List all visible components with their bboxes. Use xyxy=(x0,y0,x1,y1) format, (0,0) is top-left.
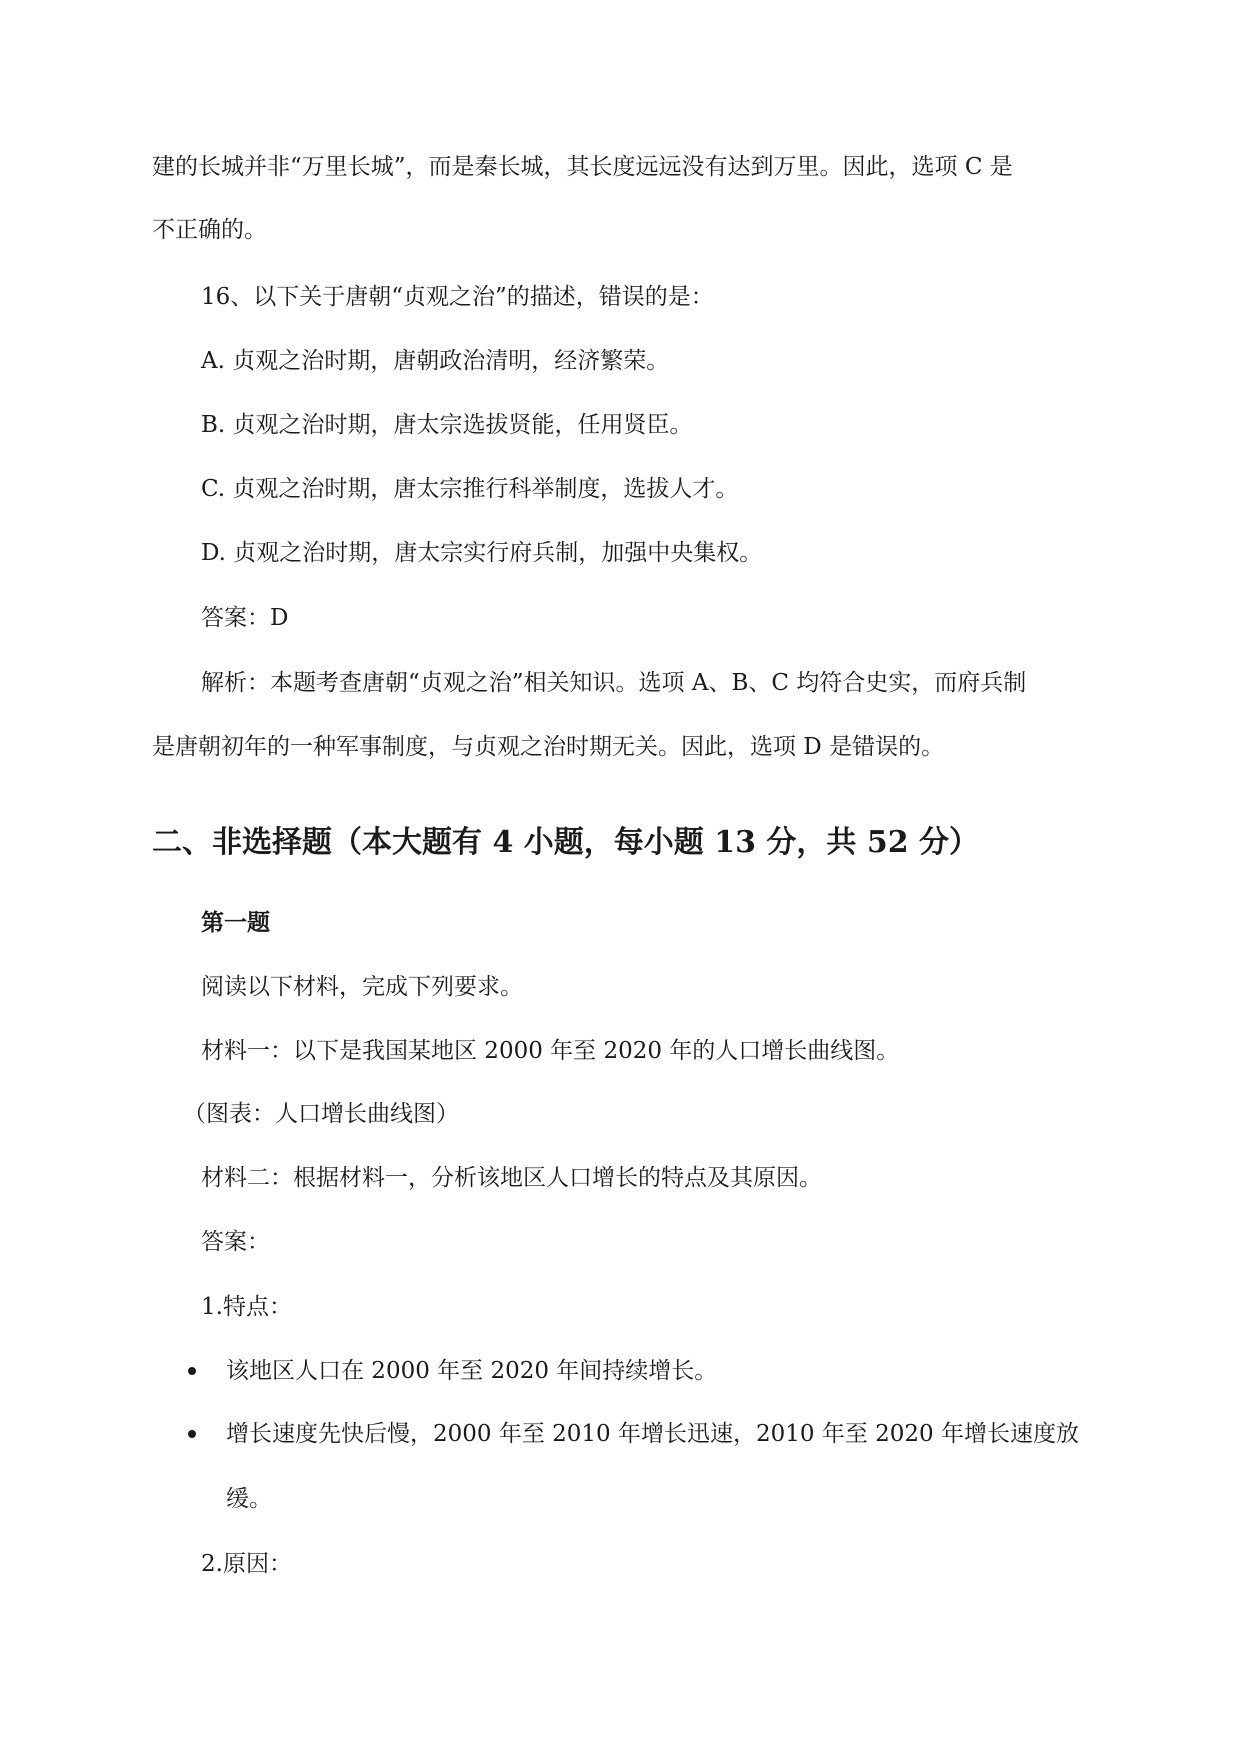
reasons-label: 2.原因： xyxy=(201,1551,292,1577)
material-two: 材料二：根据材料一，分析该地区人口增长的特点及其原因。 xyxy=(201,1165,822,1191)
analysis-16-line-2: 是唐朝初年的一种军事制度，与贞观之治时期无关。因此，选项 D 是错误的。 xyxy=(152,734,945,760)
bullet-dot-icon xyxy=(188,1430,196,1438)
features-label: 1.特点： xyxy=(201,1294,292,1320)
answer-label: 答案： xyxy=(201,1229,270,1255)
option-a: A. 贞观之治时期，唐朝政治清明，经济繁荣。 xyxy=(201,348,670,374)
chart-placeholder: （图表：人口增长曲线图） xyxy=(183,1101,459,1127)
option-c: C. 贞观之治时期，唐太宗推行科举制度，选拔人才。 xyxy=(201,476,739,502)
section-heading: 二、非选择题（本大题有 4 小题，每小题 13 分，共 52 分） xyxy=(152,825,980,860)
feature-bullet-2-line-1: 增长速度先快后慢，2000 年至 2010 年增长迅速，2010 年至 2020 年增长速度放 xyxy=(226,1421,1079,1447)
analysis-16-line-1: 解析：本题考查唐朝“贞观之治”相关知识。选项 A、B、C 均符合史实，而府兵制 xyxy=(201,670,1027,696)
instruction-text: 阅读以下材料，完成下列要求。 xyxy=(201,974,523,1000)
prev-explanation-line-1: 建的长城并非“万里长城”，而是秦长城，其长度远远没有达到万里。因此，选项 C 是 xyxy=(152,154,1013,180)
question-16-stem: 16、以下关于唐朝“贞观之治”的描述，错误的是： xyxy=(201,284,714,310)
prev-explanation-line-2: 不正确的。 xyxy=(152,217,267,243)
option-b: B. 贞观之治时期，唐太宗选拔贤能，任用贤臣。 xyxy=(201,412,693,438)
option-d: D. 贞观之治时期，唐太宗实行府兵制，加强中央集权。 xyxy=(201,540,763,566)
question-1-title: 第一题 xyxy=(201,909,270,936)
feature-bullet-1: 该地区人口在 2000 年至 2020 年间持续增长。 xyxy=(226,1358,718,1384)
feature-bullet-2-line-2: 缓。 xyxy=(226,1486,272,1512)
bullet-dot-icon xyxy=(188,1367,196,1375)
material-one: 材料一：以下是我国某地区 2000 年至 2020 年的人口增长曲线图。 xyxy=(201,1038,900,1064)
answer-16: 答案：D xyxy=(201,605,289,631)
